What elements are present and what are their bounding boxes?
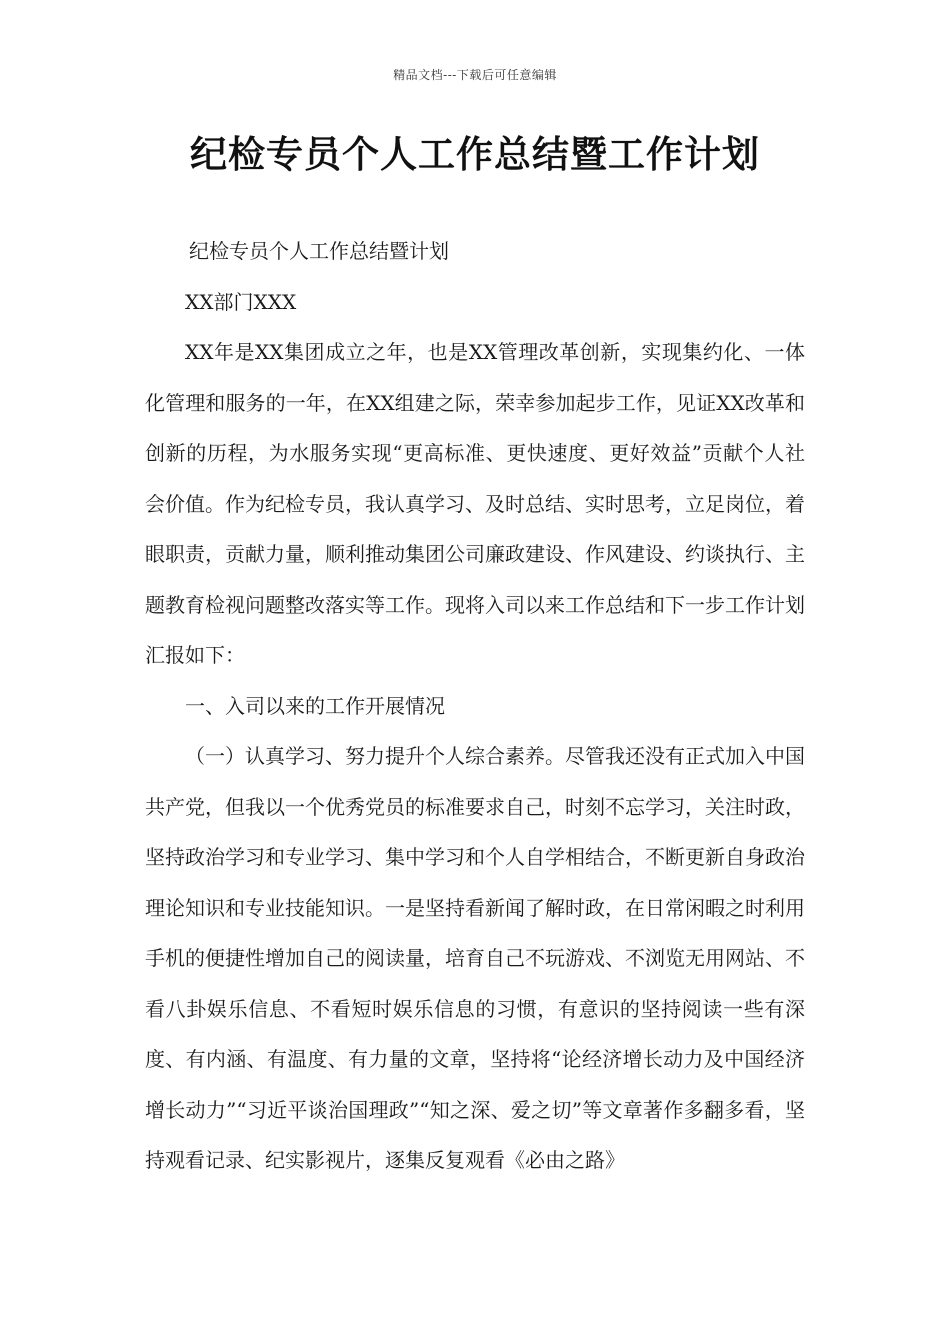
body-paragraph: （一）认真学习、努力提升个人综合素养。尽管我还没有正式加入中国共产党，但我以一个优秀党员的标准要求自己，时刻不忘学习，关注时政，坚持政治学习和专业学习、集中学习和个人自学相结合，不断更新自身政治理论知识和专业技能知识。一是坚持看新闻了解时政，在日常闲暇之时利用手机的便捷性增加自己的阅读量，培育自己不玩游戏、不浏览无用网站、不看八卦娱乐信息、不看短时娱乐信息的习惯，有意识的坚持阅读一些有深度、有内涵、有温度、有力量的文章，坚持将“论经济增长动力及中国经济增长动力”“习近平谈治国理政”“知之深、爱之切”等文章著作多翻多看，坚持观看记录、纪实影视片，逐集反复观看《必由之路》 — [145, 744, 805, 1172]
body-paragraph: XX年是XX集团成立之年，也是XX管理改革创新，实现集约化、一体化管理和服务的一年，在XX组建之际，荣幸参加起步工作，见证XX改革和创新的历程，为水服务实现“更高标准、更快速度、更好效益”贡献个人社会价值。作为纪检专员，我认真学习、及时总结、实时思考，立足岗位，着眼职责，贡献力量，顺利推动集团公司廉政建设、作风建设、约谈执行、主题教育检视问题整改落实等工作。现将入司以来工作总结和下一步工作计划汇报如下： — [145, 340, 805, 667]
author-line: XX部门XXX — [185, 289, 297, 314]
header-note: 精品文档---下载后可任意编辑 — [393, 68, 557, 82]
subtitle-paragraph: 纪检专员个人工作总结暨计划 — [189, 239, 449, 263]
document-title: 纪检专员个人工作总结暨工作计划 — [190, 132, 760, 176]
document-body — [145, 226, 805, 1186]
section-heading: 一、入司以来的工作开展情况 — [185, 693, 445, 718]
